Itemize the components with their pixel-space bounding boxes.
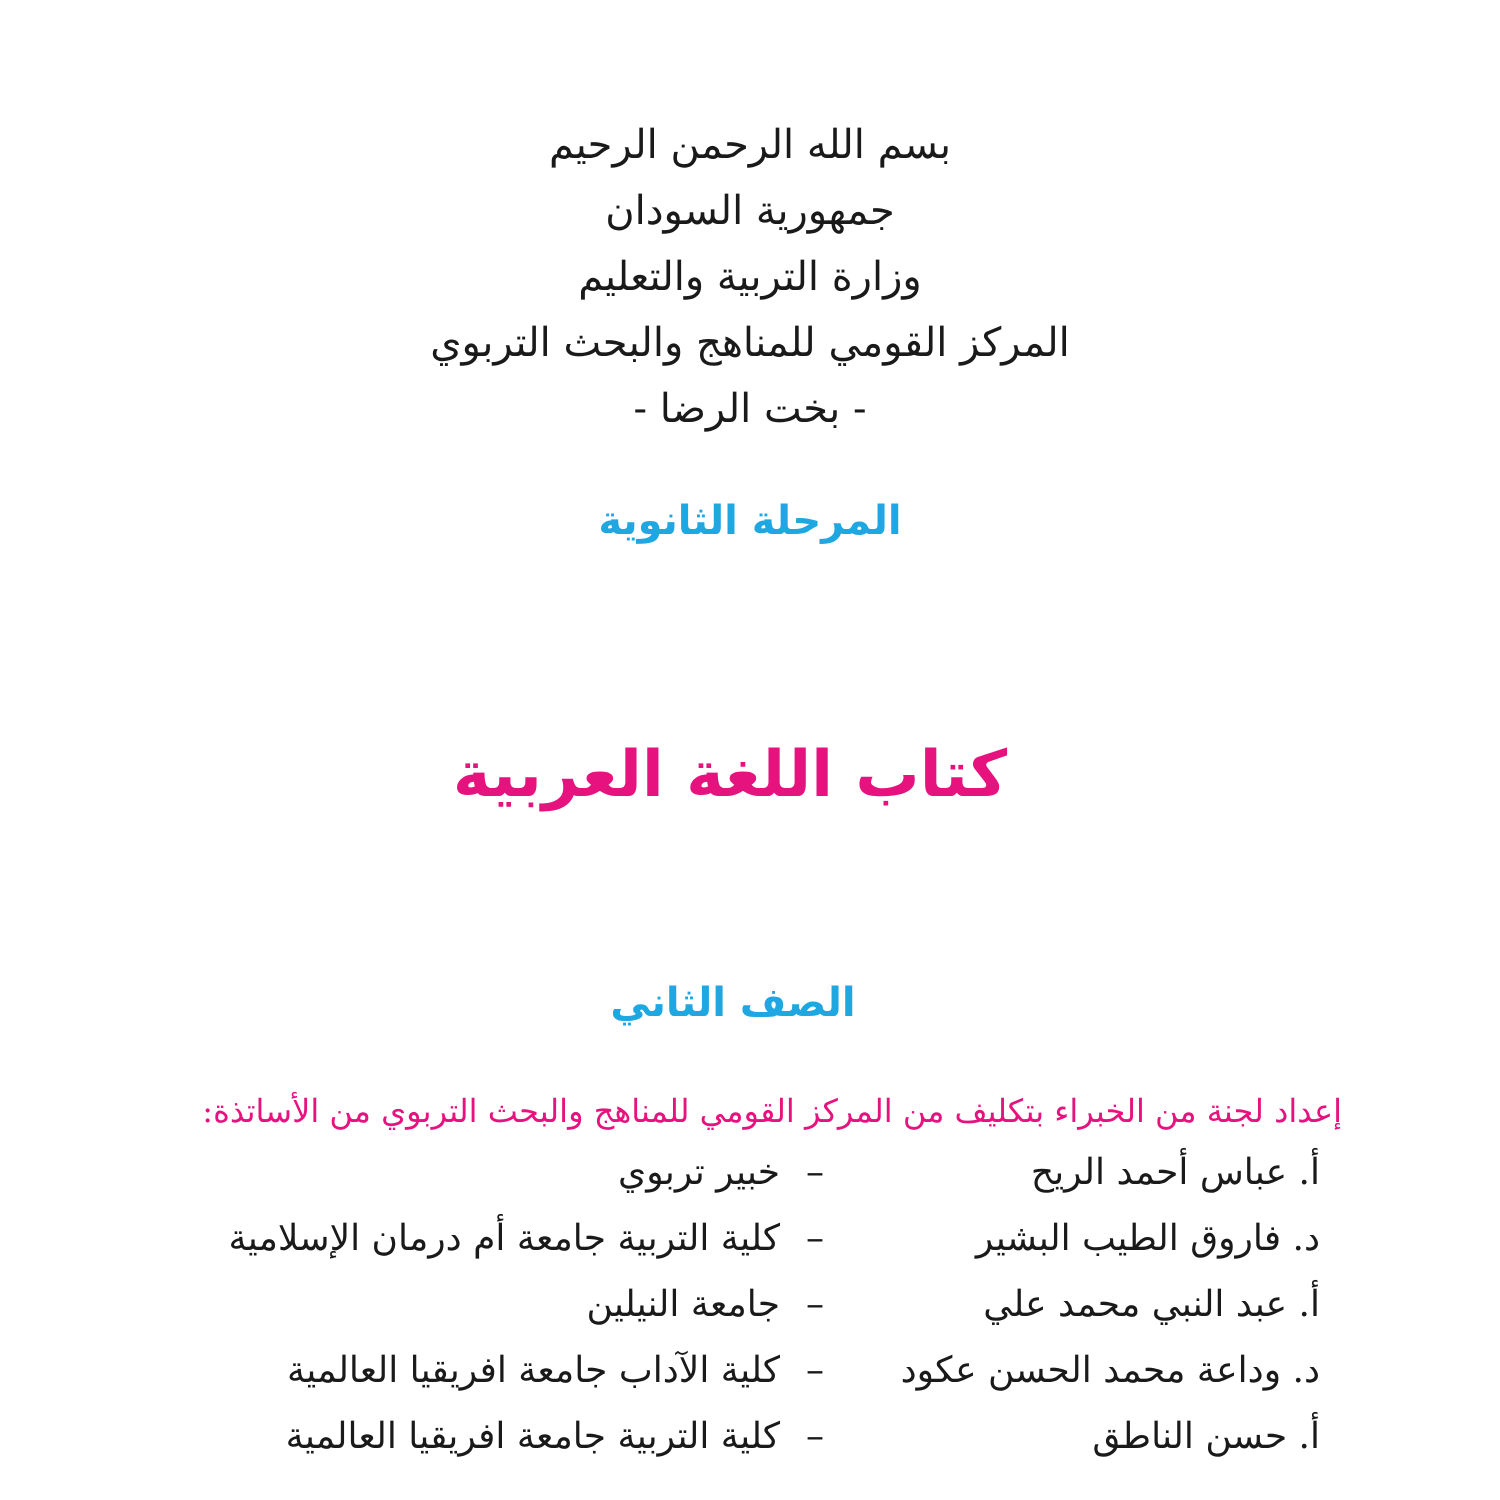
- country-name: جمهورية السودان: [605, 188, 895, 234]
- author-name: أ. حسن الناطق: [1092, 1416, 1320, 1457]
- prepared-by-line: إعداد لجنة من الخبراء بتكليف من المركز القومي للمناهج والبحث التربوي من الأساتذة:: [202, 1092, 1342, 1130]
- author-row: [120, 1350, 1320, 1416]
- grade-level: الصف الثاني: [610, 980, 856, 1026]
- author-affiliation: كلية التربية جامعة أم درمان الإسلامية: [228, 1218, 780, 1259]
- author-separator: –: [806, 1218, 824, 1259]
- education-stage: المرحلة الثانوية: [598, 498, 902, 544]
- author-affiliation: كلية الآداب جامعة افريقيا العالمية: [286, 1350, 780, 1391]
- author-row: [120, 1152, 1320, 1218]
- author-name: د. وداعة محمد الحسن عكود: [900, 1350, 1320, 1391]
- author-name: أ. عبد النبي محمد علي: [983, 1284, 1320, 1325]
- author-row: [120, 1284, 1320, 1350]
- basmala: بسم الله الرحمن الرحيم: [548, 122, 952, 168]
- author-affiliation: كلية التربية جامعة افريقيا العالمية: [285, 1416, 780, 1457]
- ministry-name: وزارة التربية والتعليم: [578, 254, 922, 300]
- author-separator: –: [806, 1284, 824, 1325]
- document-header: [0, 112, 1500, 442]
- author-separator: –: [806, 1350, 824, 1391]
- author-separator: –: [806, 1416, 824, 1457]
- center-name: المركز القومي للمناهج والبحث التربوي: [430, 320, 1070, 366]
- book-title: كتاب اللغة العربية: [452, 738, 1008, 812]
- authors-list: [120, 1152, 1320, 1482]
- author-name: د. فاروق الطيب البشير: [975, 1218, 1320, 1259]
- author-name: أ. عباس أحمد الريح: [1030, 1152, 1320, 1193]
- author-row: [120, 1218, 1320, 1284]
- author-separator: –: [806, 1152, 824, 1193]
- center-location: - بخت الرضا -: [633, 386, 867, 432]
- author-row: [120, 1416, 1320, 1482]
- author-affiliation: خبير تربوي: [618, 1152, 780, 1193]
- author-affiliation: جامعة النيلين: [586, 1284, 780, 1325]
